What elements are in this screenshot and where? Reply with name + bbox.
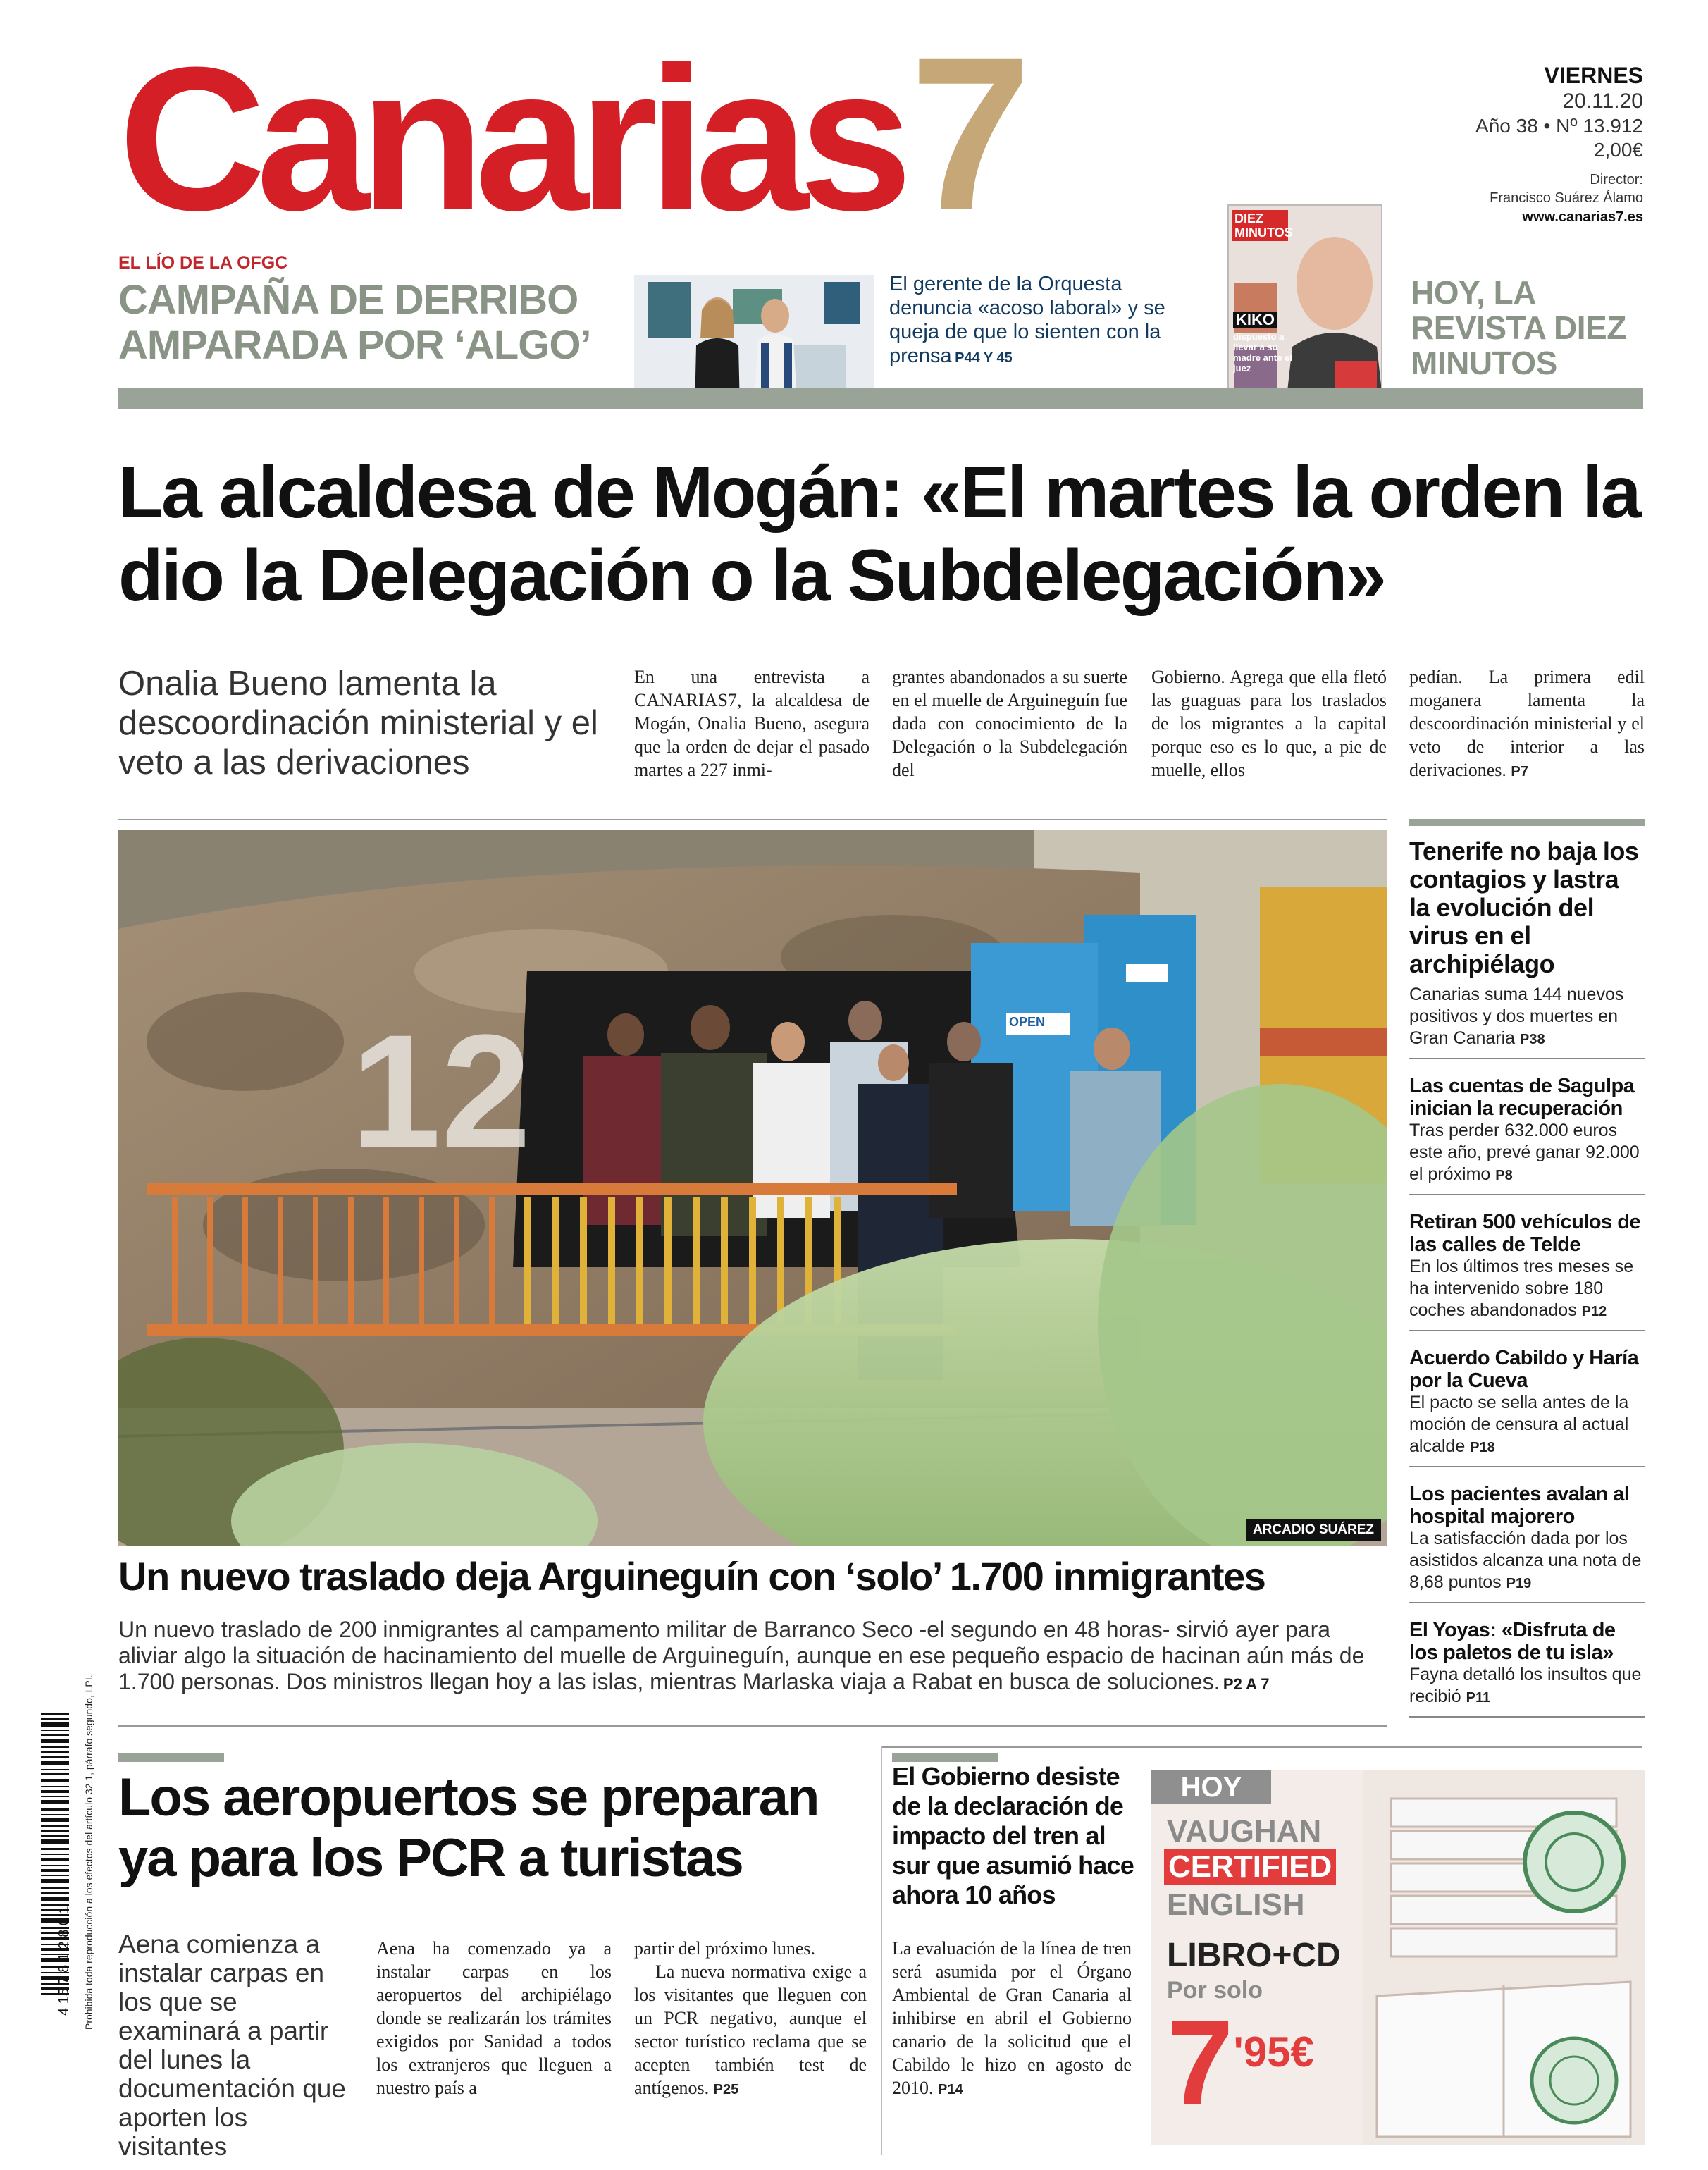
ad-tag: HOY	[1151, 1770, 1271, 1804]
train-text: La evaluación de la línea de tren será asumida por el Órgano Ambiental de Gran Canaria al inhibirse en abril el Gobierno canario de la solicitud que el Cabildo le hizo en agosto de 2010.	[892, 1938, 1132, 2098]
train-body	[892, 1937, 1132, 2102]
photo-story-ref: P2 A 7	[1223, 1675, 1270, 1693]
lead-ref: P7	[1511, 764, 1528, 779]
issue-price: 2,00€	[1593, 139, 1643, 161]
promo-ofgc[interactable]	[118, 252, 598, 368]
barcode-number: 4 15 7 8 1 2 8 0 1	[56, 1906, 72, 2016]
lead-column-4-text: pedían. La primera edil moganera lamenta la descoordinación ministerial y el veto de interior a las derivaciones.	[1409, 667, 1645, 780]
ad-brand: VAUGHAN	[1167, 1814, 1322, 1849]
issue-info	[1361, 62, 1643, 227]
sidebar-top-rule	[1409, 819, 1645, 826]
director-label: Director:	[1590, 172, 1643, 187]
promo-ofgc-text[interactable]	[889, 272, 1171, 368]
lead-divider	[118, 819, 1387, 820]
brief-text-body: Fayna detalló los insultos que recibió	[1409, 1665, 1642, 1706]
brief-text	[1409, 1256, 1645, 1323]
airports-column-2a: partir del próximo lunes.	[634, 1938, 816, 1959]
sidebar-brief-4[interactable]	[1409, 1347, 1645, 1467]
ad-price	[1167, 1996, 1314, 2130]
toilet-sign: OPEN	[1009, 1015, 1046, 1029]
airports-column-2b-text: La nueva normativa exige a los visitantes que lleguen con un PCR negativo, aunque el sector turístico reclama que se acepten también test de antígenos.	[634, 1961, 867, 2098]
brief-text	[1409, 1392, 1645, 1459]
main-photo-svg	[118, 830, 1387, 1546]
legal-notice: Prohibida toda reproducción a los efectos del artículo 32.1, párrafo segundo, LPI.	[83, 1675, 94, 2030]
website-link[interactable]: www.canarias7.es	[1522, 209, 1643, 225]
airports-ref: P25	[713, 2082, 739, 2097]
ad-line2: CERTIFIED	[1164, 1849, 1336, 1885]
train-headline[interactable]: El Gobierno desiste de la declaración de impacto del tren al sur que asumió hace ahora 10 años	[892, 1762, 1134, 1909]
brief-ref: P11	[1466, 1690, 1491, 1706]
logo-word: Canarias	[118, 25, 903, 253]
photo-story-headline[interactable]: Un nuevo traslado deja Arguineguín con ‘solo’ 1.700 inmigrantes	[118, 1554, 1265, 1598]
brief-text-body: Tras perder 632.000 euros este año, prevé ganar 92.000 el próximo	[1409, 1121, 1640, 1184]
brief-ref: P18	[1470, 1440, 1495, 1455]
magazine-cover-art	[1229, 206, 1382, 409]
photo-story-divider	[118, 1725, 1387, 1727]
train-ref: P14	[938, 2082, 963, 2097]
brief-text-body: Canarias suma 144 nuevos positivos y dos muertes en Gran Canaria	[1409, 985, 1624, 1048]
sidebar-brief-3[interactable]	[1409, 1211, 1645, 1331]
brief-ref: P12	[1581, 1304, 1607, 1319]
brief-text	[1409, 1664, 1645, 1709]
ad-product-art	[1363, 1770, 1645, 2145]
brief-headline: Acuerdo Cabildo y Haría por la Cueva	[1409, 1347, 1639, 1392]
brief-headline: Tenerife no baja los contagios y lastra la evolución del virus en el archipiélago	[1409, 837, 1639, 978]
promo-text: El gerente de la Orquesta denuncia «acoso laboral» y se queja de que lo sienten con la prensa	[889, 273, 1165, 367]
brief-text	[1409, 984, 1645, 1051]
promo-ref: P44 Y 45	[955, 350, 1013, 366]
airports-column-2b	[634, 1960, 867, 2102]
vaughan-ad[interactable]	[1151, 1770, 1645, 2145]
ad-price-int: 7	[1167, 1996, 1234, 2130]
main-photo[interactable]	[118, 830, 1387, 1546]
lead-subhead: Onalia Bueno lamenta la descoordinación ministerial y el veto a las derivaciones	[118, 665, 598, 782]
train-rules	[881, 1746, 1642, 1748]
lead-column-4	[1409, 665, 1645, 784]
lead-headline[interactable]: La alcaldesa de Mogán: «El martes la orden la dio la Delegación o la Subdelegación»	[118, 452, 1640, 617]
magazine-cover[interactable]	[1227, 204, 1382, 409]
logo-number: 7	[910, 11, 1032, 256]
lead-column-3: Gobierno. Agrega que ella fletó las guaguas para los traslados de los migrantes a la capital porque eso es lo que, a pie de muelle, ellos	[1151, 667, 1387, 780]
director-name: Francisco Suárez Álamo	[1490, 190, 1643, 206]
brief-ref: P38	[1520, 1032, 1545, 1047]
brief-headline: Los pacientes avalan al hospital majorero	[1409, 1483, 1630, 1528]
photo-story-text: Un nuevo traslado de 200 inmigrantes al campamento militar de Barranco Seco -el segundo en 48 horas- sirvió ayer para aliviar algo la situación de hacinamiento del muelle de Arguineguín, aunque en ese pequeño espacio de hacinan aún más de 1.700 personas. Dos ministros llegan hoy a las islas, mientras Marlaska viaja a Rabat en busca de soluciones.	[118, 1617, 1365, 1694]
masthead-logo[interactable]	[118, 11, 1032, 256]
brief-headline: Retiran 500 vehículos de las calles de Telde	[1409, 1211, 1641, 1256]
airports-subhead: Aena comienza a instalar carpas en los que se examinará a partir del lunes la documentación que aporten los visitantes	[118, 1930, 346, 2161]
promo-divider	[118, 388, 1643, 409]
sidebar-brief-1[interactable]	[1409, 837, 1645, 1059]
train-rule	[892, 1753, 998, 1762]
tent-number: 12	[351, 1001, 531, 1182]
sidebar-brief-6[interactable]	[1409, 1619, 1645, 1718]
brief-text	[1409, 1120, 1645, 1187]
airports-headline[interactable]: Los aeropuertos se preparan ya para los PCR a turistas	[118, 1768, 819, 1888]
sidebar-brief-5[interactable]	[1409, 1483, 1645, 1603]
ad-product: LIBRO+CD	[1167, 1937, 1341, 1974]
brief-ref: P8	[1495, 1168, 1513, 1183]
airports-column-1: Aena ha comenzado ya a instalar carpas en los aeropuertos del archipiélago donde se realizarán los trámites exigidos por Sanidad a todos los extranjeros que lleguen a nuestro país a	[376, 1938, 612, 2098]
photo-story-body	[118, 1617, 1387, 1695]
promo-magazine-headline[interactable]: HOY, LA REVISTA DIEZ MINUTOS	[1411, 274, 1626, 381]
ad-line3: ENGLISH	[1167, 1887, 1305, 1922]
sidebar	[1409, 819, 1645, 1733]
lead-column-2: grantes abandonados a su suerte en el muelle de Arguineguín fue dada con conocimiento de la Delegación o la Subdelegación del	[892, 667, 1127, 780]
issue-date: 20.11.20	[1562, 90, 1643, 113]
sidebar-brief-2[interactable]	[1409, 1075, 1645, 1195]
issue-number: Año 38 • Nº 13.912	[1475, 115, 1643, 137]
ad-price-dec: '95€	[1233, 2028, 1314, 2076]
promo-headline: CAMPAÑA DE DERRIBO AMPARADA POR ‘ALGO’	[118, 277, 591, 368]
magazine-cover-title: DIEZ MINUTOS	[1232, 210, 1288, 241]
airports-column-2	[634, 1937, 867, 2102]
airports-rule	[118, 1753, 224, 1762]
ad-price-label: Por solo	[1167, 1977, 1263, 2004]
magazine-cover-name: KIKO	[1233, 312, 1277, 328]
promo-kicker: EL LÍO DE LA OFGC	[118, 253, 288, 273]
brief-headline: El Yoyas: «Disfruta de los paletos de tu isla»	[1409, 1619, 1616, 1664]
photo-credit: ARCADIO SUÁREZ	[1246, 1519, 1381, 1541]
brief-text-body: En los últimos tres meses se ha intervenido sobre 180 coches abandonados	[1409, 1257, 1634, 1320]
lead-column-1: En una entrevista a CANARIAS7, la alcaldesa de Mogán, Onalia Bueno, asegura que la orden de dejar el pasado martes a 227 inmi-	[634, 667, 870, 780]
brief-text-body: El pacto se sella antes de la moción de censura al actual alcalde	[1409, 1393, 1629, 1456]
train-left-rule	[881, 1746, 882, 2155]
brief-ref: P19	[1506, 1576, 1532, 1591]
brief-text-body: La satisfacción dada por los asistidos alcanza una nota de 8,68 puntos	[1409, 1529, 1642, 1592]
brief-text	[1409, 1528, 1645, 1595]
brief-headline: Las cuentas de Sagulpa inician la recuperación	[1409, 1075, 1635, 1120]
magazine-cover-text: dispuesto a llevar a su madre ante el juez	[1233, 331, 1292, 374]
issue-day: VIERNES	[1544, 63, 1643, 88]
